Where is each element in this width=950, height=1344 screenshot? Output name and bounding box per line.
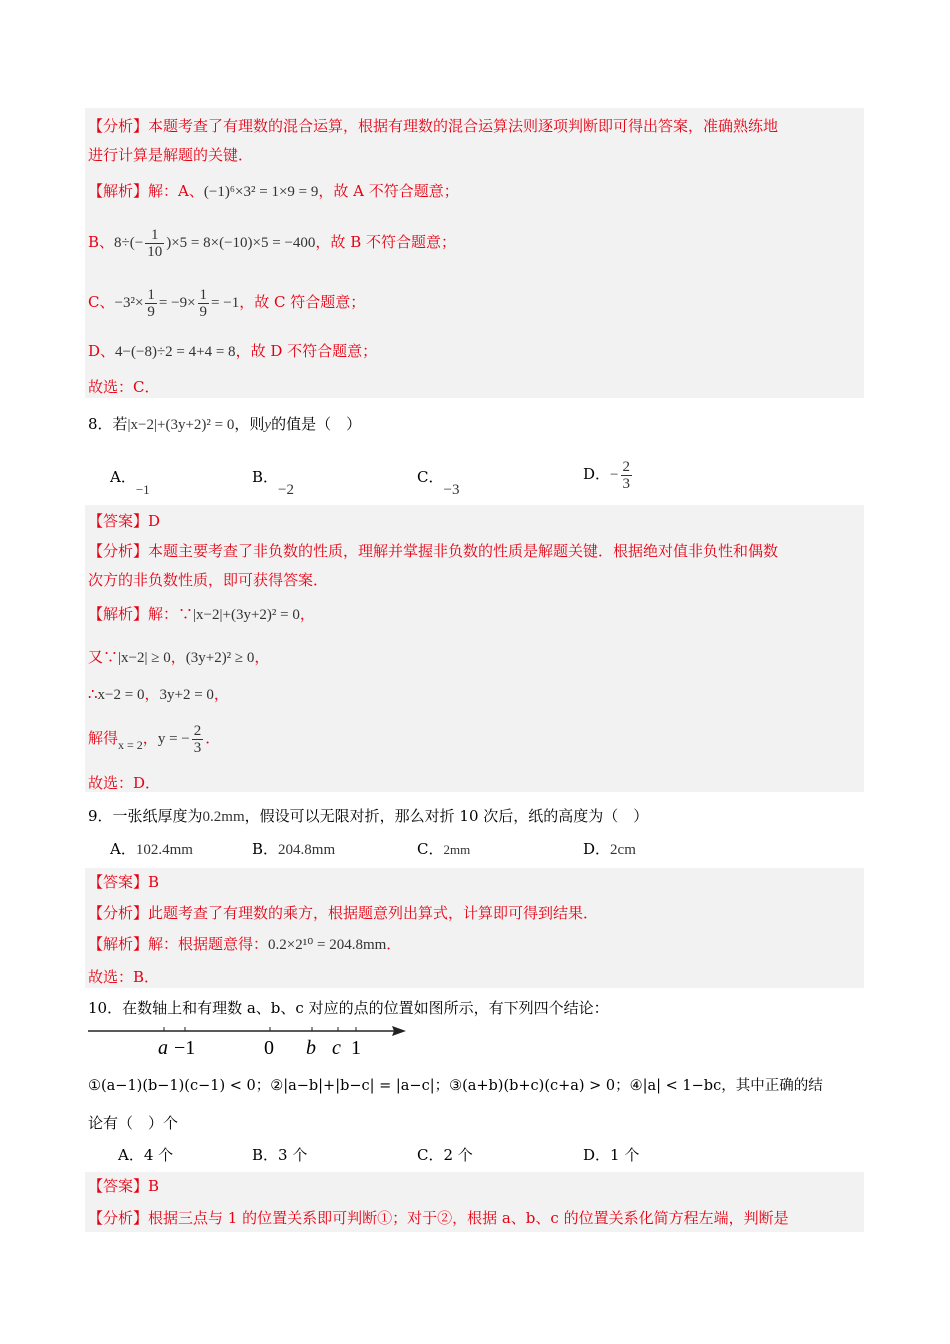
analysis-text: 次方的非负数性质，即可获得答案． bbox=[88, 571, 329, 589]
math-part: = −9× bbox=[158, 295, 196, 311]
option-prefix: B、 bbox=[88, 233, 115, 251]
statement-text: ①(a−1)(b−1)(c−1) < 0；②|a−b|+|b−c| = |a−c|；③(a+b)(b+c)(c+a) > 0；④|a| < 1−bc，其中正确的结 bbox=[88, 1078, 823, 1094]
option-value: −1 bbox=[135, 482, 150, 497]
q9-option-c[interactable] bbox=[417, 839, 470, 860]
math-part: 8÷(− bbox=[114, 235, 144, 251]
stem-text: 的值是（ ） bbox=[271, 415, 362, 433]
denominator: 9 bbox=[147, 304, 155, 321]
solution-text: ， bbox=[299, 605, 315, 623]
axis-label-b: b bbox=[306, 1037, 316, 1059]
stem-text: 10．在数轴上和有理数 a、b、c 对应的点的位置如图所示，有下列四个结论： bbox=[88, 999, 609, 1017]
math-expression: x−2 = 0 bbox=[97, 687, 145, 703]
option-value: 2 个 bbox=[443, 1146, 473, 1164]
stem-text: ，假设可以无限对折，那么对折 10 次后，纸的高度为（ ） bbox=[244, 807, 649, 825]
analysis-text: 此题考查了有理数的乘方，根据题意列出算式，计算即可得到结果． bbox=[148, 904, 599, 922]
q9-solution-block bbox=[85, 868, 864, 988]
number-line-arrow-icon bbox=[392, 1026, 406, 1036]
math-expression bbox=[114, 287, 240, 321]
math-variable: y bbox=[264, 417, 272, 433]
answer-value: D bbox=[148, 512, 161, 530]
math-expression: 0.2mm bbox=[202, 809, 245, 825]
q8-analysis-line2 bbox=[88, 570, 328, 590]
q7-solution-d bbox=[88, 341, 377, 362]
option-value: 3 个 bbox=[278, 1146, 308, 1164]
q8-solution-4 bbox=[88, 720, 220, 757]
denominator: 10 bbox=[147, 244, 163, 261]
stem-text: 9．一张纸厚度为 bbox=[88, 807, 203, 825]
solution-text: ． bbox=[205, 729, 221, 747]
solution-text: ， bbox=[254, 648, 270, 666]
solution-text: ∴ bbox=[88, 685, 98, 703]
q8-solution-1 bbox=[88, 604, 315, 625]
q7-solution-b bbox=[88, 224, 456, 261]
q9-option-a[interactable] bbox=[110, 839, 193, 860]
stem-text: 8．若 bbox=[88, 415, 128, 433]
option-label: C． bbox=[417, 468, 444, 486]
q8-option-d[interactable] bbox=[583, 456, 634, 493]
q8-option-c[interactable] bbox=[417, 467, 460, 498]
math-expression: (3y+2)² ≥ 0 bbox=[185, 650, 255, 666]
axis-label-one: 1 bbox=[351, 1037, 361, 1059]
solution-text: ， bbox=[144, 685, 160, 703]
solution-text: ，故 C 符合题意； bbox=[239, 293, 366, 311]
numerator: 1 bbox=[199, 287, 208, 304]
option-label: D． bbox=[583, 1146, 611, 1164]
fraction bbox=[192, 723, 204, 756]
analysis-label: 【分析】 bbox=[88, 542, 149, 560]
q8-choice bbox=[88, 773, 160, 793]
solution-intro: 解：A、 bbox=[148, 182, 204, 200]
solution-text: ，故 B 不符合题意； bbox=[315, 233, 456, 251]
solution-text: 又∵ bbox=[88, 648, 119, 666]
choice-text: 故选：D． bbox=[88, 774, 161, 792]
numerator: 1 bbox=[147, 287, 155, 304]
number-line bbox=[88, 1022, 418, 1062]
q10-stem bbox=[88, 998, 609, 1018]
math-part: −3²× bbox=[114, 295, 144, 311]
analysis-text: 根据三点与 1 的位置关系即可判断①；对于②，根据 a、b、c 的位置关系化简方程左端，判断是 bbox=[148, 1209, 789, 1227]
q10-option-d[interactable] bbox=[583, 1145, 639, 1165]
option-value: −3 bbox=[443, 482, 460, 498]
math-expression: x = 2 bbox=[118, 738, 143, 752]
q8-option-a[interactable] bbox=[110, 467, 150, 497]
option-value: 2mm bbox=[443, 842, 471, 857]
solution-label: 【解析】 bbox=[88, 182, 149, 200]
analysis-label: 【分析】 bbox=[88, 904, 149, 922]
numerator: 1 bbox=[145, 227, 164, 244]
option-label: A． bbox=[110, 468, 136, 486]
solution-text: ， bbox=[142, 729, 158, 747]
option-label: A． bbox=[110, 840, 136, 858]
math-expression: |x−2|+(3y+2)² = 0 bbox=[193, 607, 300, 623]
q7-solution-a bbox=[88, 181, 459, 202]
math-part: = −1 bbox=[211, 295, 240, 311]
q10-option-b[interactable] bbox=[252, 1145, 307, 1165]
solution-label: 【解析】 bbox=[88, 605, 149, 623]
q10-option-c[interactable] bbox=[417, 1145, 473, 1165]
q10-analysis bbox=[88, 1208, 789, 1228]
math-expression: 0.2×2¹⁰ = 204.8mm bbox=[268, 937, 387, 953]
q9-option-b[interactable] bbox=[252, 839, 335, 860]
math-expression: (−1)⁶×3² = 1×9 = 9 bbox=[203, 184, 319, 200]
axis-label-a: a bbox=[158, 1037, 168, 1059]
q10-statements-line2 bbox=[88, 1113, 178, 1133]
option-label: A． bbox=[118, 1146, 144, 1164]
option-label: C． bbox=[417, 840, 444, 858]
option-value: −2 bbox=[278, 482, 294, 498]
q9-option-d[interactable] bbox=[583, 839, 636, 860]
option-label: B． bbox=[252, 1146, 279, 1164]
stem-text: ，则 bbox=[234, 415, 265, 433]
option-value: 102.4mm bbox=[135, 842, 193, 858]
solution-text: 解得 bbox=[88, 729, 119, 747]
math-expression bbox=[114, 227, 316, 261]
axis-label-minus-one: −1 bbox=[174, 1037, 196, 1059]
solution-label: 【解析】 bbox=[88, 935, 149, 953]
analysis-text: 本题考查了有理数的混合运算，根据有理数的混合运算法则逐项判断即可得出答案，准确熟练地 bbox=[148, 117, 779, 135]
solution-text: ． bbox=[386, 935, 402, 953]
math-part: )×5 = 8×(−10)×5 = −400 bbox=[166, 235, 316, 251]
fraction bbox=[145, 227, 164, 260]
axis-label-zero: 0 bbox=[264, 1037, 274, 1059]
answer-label: 【答案】 bbox=[88, 512, 149, 530]
solution-text: 解：∵ bbox=[148, 605, 194, 623]
answer-label: 【答案】 bbox=[88, 1177, 149, 1195]
fraction bbox=[621, 459, 633, 492]
q8-solution-2 bbox=[88, 647, 269, 668]
numerator: 2 bbox=[193, 722, 202, 739]
solution-text: ，故 A 不符合题意； bbox=[318, 182, 459, 200]
numerator: 2 bbox=[622, 458, 630, 475]
statement-text: 论有（ ）个 bbox=[88, 1114, 179, 1132]
q7-solution-c bbox=[88, 284, 365, 321]
math-expression: |x−2| ≥ 0 bbox=[118, 650, 171, 666]
solution-text: ， bbox=[213, 685, 229, 703]
answer-label: 【答案】 bbox=[88, 873, 149, 891]
option-value: 1 个 bbox=[610, 1146, 640, 1164]
axis-label-c: c bbox=[332, 1037, 341, 1059]
q8-answer bbox=[88, 511, 160, 531]
analysis-label: 【分析】 bbox=[88, 1209, 149, 1227]
option-label: D． bbox=[583, 465, 611, 483]
q10-statements-line1 bbox=[88, 1076, 823, 1096]
fraction bbox=[198, 287, 210, 320]
option-label: B． bbox=[252, 840, 279, 858]
math-expression: |x−2|+(3y+2)² = 0 bbox=[127, 417, 235, 433]
q10-answer bbox=[88, 1176, 159, 1196]
q9-solution bbox=[88, 934, 401, 955]
option-sign: − bbox=[610, 467, 619, 483]
denominator: 3 bbox=[622, 475, 630, 492]
q8-stem bbox=[88, 414, 361, 435]
answer-value: B bbox=[148, 1177, 160, 1195]
q9-answer bbox=[88, 872, 159, 892]
q8-option-b[interactable] bbox=[252, 467, 294, 498]
option-value: 204.8mm bbox=[278, 842, 336, 858]
solution-text: ，故 D 不符合题意； bbox=[235, 342, 378, 360]
q10-option-a[interactable] bbox=[118, 1145, 173, 1165]
choice-text: 故选：B． bbox=[88, 968, 160, 986]
fraction bbox=[145, 287, 157, 320]
option-label: C． bbox=[417, 1146, 444, 1164]
q9-choice bbox=[88, 967, 159, 987]
q8-analysis-line1 bbox=[88, 541, 778, 561]
denominator: 9 bbox=[199, 304, 208, 321]
math-expression: 4−(−8)÷2 = 4+4 = 8 bbox=[115, 344, 236, 360]
answer-value: B bbox=[148, 873, 160, 891]
solution-text: 解：根据题意得： bbox=[148, 935, 269, 953]
option-prefix: C、 bbox=[88, 293, 115, 311]
q9-stem bbox=[88, 806, 648, 827]
choice-text: 故选：C． bbox=[88, 378, 160, 396]
math-expression: 3y+2 = 0 bbox=[159, 687, 214, 703]
q8-solution-3 bbox=[88, 684, 229, 705]
math-expression: y = − bbox=[157, 731, 190, 747]
q9-analysis bbox=[88, 903, 598, 923]
option-prefix: D、 bbox=[88, 342, 116, 360]
option-value: 2cm bbox=[610, 842, 636, 858]
option-value: 4 个 bbox=[143, 1146, 174, 1164]
solution-text: ， bbox=[170, 648, 186, 666]
denominator: 3 bbox=[193, 739, 202, 756]
q7-choice bbox=[88, 377, 159, 397]
option-label: B． bbox=[252, 468, 279, 486]
analysis-text: 本题主要考查了非负数的性质，理解并掌握非负数的性质是解题关键．根据绝对值非负性和偶数 bbox=[148, 542, 779, 560]
analysis-text: 进行计算是解题的关键． bbox=[88, 146, 254, 164]
q7-analysis-line2 bbox=[88, 145, 253, 165]
q7-analysis-line1 bbox=[88, 116, 778, 136]
option-label: D． bbox=[583, 840, 611, 858]
analysis-label: 【分析】 bbox=[88, 117, 149, 135]
